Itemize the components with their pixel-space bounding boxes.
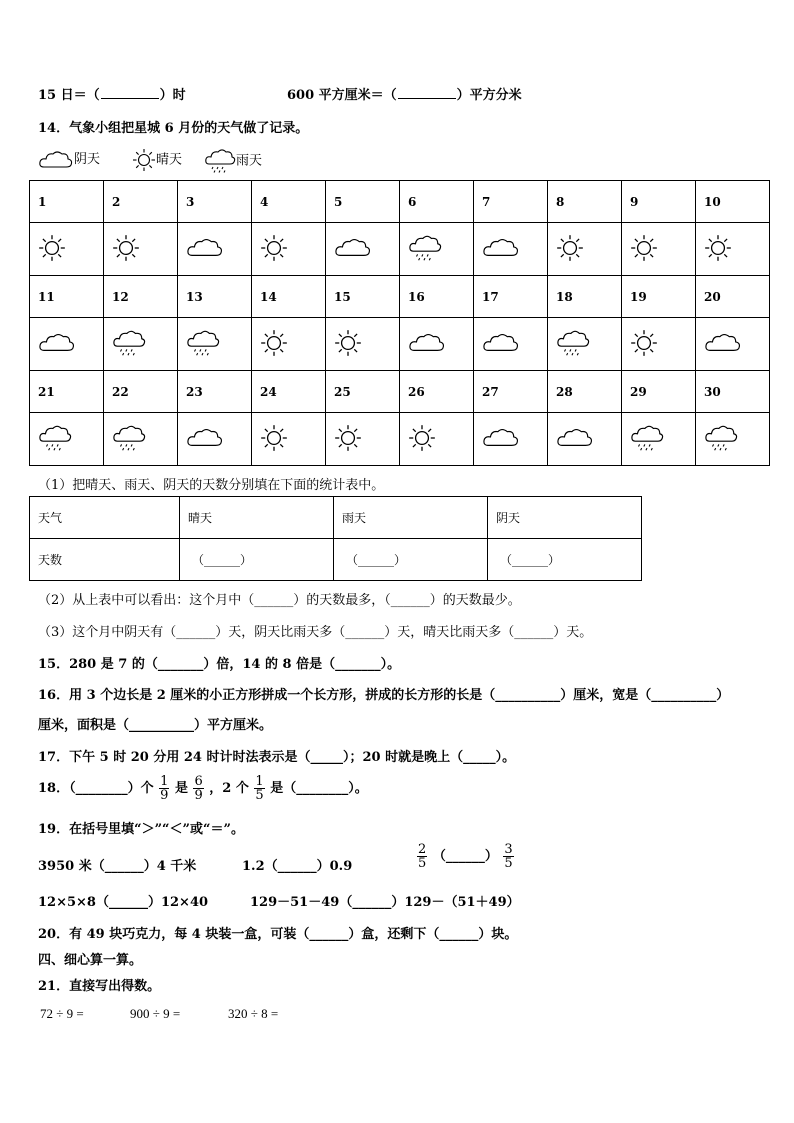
cloud-icon <box>186 439 224 453</box>
sun-icon <box>408 441 436 455</box>
day-number-cell: 17 <box>474 276 548 318</box>
cloud-icon <box>704 344 742 358</box>
rain-icon <box>704 441 738 455</box>
rain-icon <box>112 346 146 360</box>
cloud-icon <box>556 439 594 453</box>
sun-icon <box>112 251 140 265</box>
weather-icon-row <box>30 413 770 466</box>
section-four-title: 四、细心算一算。 <box>38 953 143 968</box>
day-number-cell: 23 <box>178 371 252 413</box>
weather-record-table <box>29 180 770 466</box>
sun-icon <box>38 251 66 265</box>
q21-item-2: 900 ÷ 9 = <box>130 1006 181 1021</box>
rain-icon <box>556 346 590 360</box>
day-number-cell: 8 <box>548 181 622 223</box>
cloud-icon <box>408 344 446 358</box>
weather-icon-cell <box>326 223 400 276</box>
sun-icon <box>260 441 288 455</box>
fraction: $\frac{3}{5}$ <box>504 842 513 871</box>
q19-row2-a: 12×5×8（______）12×40 <box>38 895 209 910</box>
conversion-b-unit: ）平方分米 <box>456 88 522 103</box>
day-number-cell: 28 <box>548 371 622 413</box>
q15: 15．280 是 7 的（_______）倍，14 的 8 倍是（_______）。 <box>38 657 401 672</box>
legend-rainy: 雨天 <box>204 148 262 174</box>
day-number-cell: 29 <box>622 371 696 413</box>
weather-icon-cell <box>622 318 696 371</box>
weather-icon-row <box>30 223 770 276</box>
cloud-icon <box>186 249 224 263</box>
q14-part2: （2）从上表中可以看出：这个月中（______）的天数最多，（______）的天数最少。 <box>38 593 521 608</box>
day-number-cell: 16 <box>400 276 474 318</box>
sun-icon <box>556 251 584 265</box>
weather-icon-cell <box>326 413 400 466</box>
q21-item-1: 72 ÷ 9 = <box>40 1006 84 1021</box>
weather-icon-cell <box>622 223 696 276</box>
weather-icon-cell <box>400 318 474 371</box>
day-number-cell: 18 <box>548 276 622 318</box>
day-number-cell: 20 <box>696 276 770 318</box>
sun-icon <box>334 441 362 455</box>
fraction: $\frac{6}{9}$ <box>194 774 203 803</box>
cloud-icon <box>38 149 74 171</box>
day-number-cell: 5 <box>326 181 400 223</box>
q16-line2: 厘米，面积是（__________）平方厘米。 <box>38 718 273 733</box>
q19-row1-c: $\frac{2}{5}$ （______） $\frac{3}{5}$ <box>418 842 513 871</box>
weather-icon-cell <box>178 223 252 276</box>
sun-icon <box>704 251 732 265</box>
q20: 20．有 49 块巧克力，每 4 块装一盒，可装（______）盒，还剩下（______）块。 <box>38 927 518 942</box>
cloud-icon <box>334 249 372 263</box>
conversion-line-b <box>287 84 522 103</box>
day-number-cell: 13 <box>178 276 252 318</box>
stat-header-rainy: 雨天 <box>334 497 488 539</box>
day-number-cell: 11 <box>30 276 104 318</box>
sun-icon <box>630 346 658 360</box>
stat-sunny-blank[interactable]: （______） <box>180 539 334 581</box>
day-number-cell: 7 <box>474 181 548 223</box>
stat-header-sunny: 晴天 <box>180 497 334 539</box>
stat-header-row <box>30 497 642 539</box>
weather-icon-cell <box>696 413 770 466</box>
q14-part3: （3）这个月中阴天有（______）天，阴天比雨天多（______）天，晴天比雨天多（______）天。 <box>38 625 593 640</box>
weather-icon-cell <box>400 413 474 466</box>
weather-icon-cell <box>696 223 770 276</box>
weather-icon-cell <box>696 318 770 371</box>
cloud-icon <box>482 249 520 263</box>
q19-row1-a: 3950 米（______）4 千米 <box>38 859 197 874</box>
day-number-row <box>30 276 770 318</box>
day-number-cell: 26 <box>400 371 474 413</box>
day-number-cell: 2 <box>104 181 178 223</box>
day-number-cell: 25 <box>326 371 400 413</box>
day-number-row <box>30 181 770 223</box>
day-number-cell: 15 <box>326 276 400 318</box>
weather-stat-table <box>29 496 642 581</box>
q17: 17．下午 5 时 20 分用 24 时计时法表示是（_____）；20 时就是晚上（_____）。 <box>38 750 516 765</box>
rain-icon <box>204 148 236 174</box>
weather-icon-cell <box>548 318 622 371</box>
conversion-a-unit: ）时 <box>159 88 186 103</box>
legend-cloudy: 阴天 <box>38 148 100 171</box>
fraction: $\frac{1}{9}$ <box>160 774 169 803</box>
rain-icon <box>38 441 72 455</box>
sun-icon <box>260 346 288 360</box>
fraction: $\frac{1}{5}$ <box>255 774 264 803</box>
weather-icon-cell <box>548 223 622 276</box>
day-number-cell: 27 <box>474 371 548 413</box>
weather-icon-cell <box>104 318 178 371</box>
day-number-cell: 21 <box>30 371 104 413</box>
q14-title: 14．气象小组把星城 6 月份的天气做了记录。 <box>38 121 309 136</box>
stat-header-weather: 天气 <box>30 497 180 539</box>
answer-blank[interactable] <box>398 87 456 99</box>
conversion-a-text: 15 日＝（ <box>38 88 100 103</box>
stat-count-row <box>30 539 642 581</box>
day-number-cell: 19 <box>622 276 696 318</box>
weather-icon-cell <box>400 223 474 276</box>
weather-icon-cell <box>178 413 252 466</box>
day-number-cell: 9 <box>622 181 696 223</box>
sun-icon <box>260 251 288 265</box>
weather-icon-row <box>30 318 770 371</box>
day-number-cell: 1 <box>30 181 104 223</box>
day-number-cell: 30 <box>696 371 770 413</box>
day-number-cell: 10 <box>696 181 770 223</box>
answer-blank[interactable] <box>101 87 159 99</box>
day-number-cell: 3 <box>178 181 252 223</box>
weather-icon-cell <box>326 318 400 371</box>
weather-icon-cell <box>252 318 326 371</box>
day-number-cell: 24 <box>252 371 326 413</box>
fraction: $\frac{2}{5}$ <box>418 842 427 871</box>
weather-icon-cell <box>622 413 696 466</box>
q19: 19．在括号里填“＞”“＜”或“＝”。 <box>38 822 244 837</box>
q19-row2-b: 129－51－49（______）129－（51＋49） <box>250 895 520 910</box>
legend-sunny: 晴天 <box>132 148 182 172</box>
weather-icon-cell <box>474 413 548 466</box>
rain-icon <box>408 251 442 265</box>
cloud-icon <box>482 439 520 453</box>
day-number-cell: 4 <box>252 181 326 223</box>
day-number-row <box>30 371 770 413</box>
sun-icon <box>334 346 362 360</box>
sun-icon <box>630 251 658 265</box>
weather-icon-cell <box>474 318 548 371</box>
weather-icon-cell <box>104 413 178 466</box>
rain-icon <box>186 346 220 360</box>
weather-icon-cell <box>30 318 104 371</box>
sun-icon <box>132 148 156 172</box>
rain-icon <box>112 441 146 455</box>
weather-icon-cell <box>104 223 178 276</box>
cloud-icon <box>38 344 76 358</box>
weather-icon-cell <box>252 413 326 466</box>
q16-line1: 16．用 3 个边长是 2 厘米的小正方形拼成一个长方形，拼成的长方形的长是（__________）厘米，宽是（__________） <box>38 688 730 703</box>
q21: 21．直接写出得数。 <box>38 979 161 994</box>
day-number-cell: 6 <box>400 181 474 223</box>
weather-icon-cell <box>178 318 252 371</box>
day-number-cell: 22 <box>104 371 178 413</box>
q18: 18．（________）个 $\frac{1}{9}$ 是 $\frac{6}{9}$ ，2 个 $\frac{1}{5}$ 是（________）。 <box>38 774 368 803</box>
weather-icon-cell <box>30 413 104 466</box>
day-number-cell: 14 <box>252 276 326 318</box>
conversion-line <box>38 84 186 103</box>
stat-cloudy-blank[interactable]: （______） <box>488 539 642 581</box>
rain-icon <box>630 441 664 455</box>
q21-item-3: 320 ÷ 8 = <box>228 1006 279 1021</box>
weather-icon-cell <box>548 413 622 466</box>
weather-icon-cell <box>252 223 326 276</box>
day-number-cell: 12 <box>104 276 178 318</box>
weather-icon-cell <box>30 223 104 276</box>
stat-rainy-blank[interactable]: （______） <box>334 539 488 581</box>
weather-icon-cell <box>474 223 548 276</box>
cloud-icon <box>482 344 520 358</box>
q19-row1-b: 1.2（______）0.9 <box>242 859 353 874</box>
stat-count-label: 天数 <box>30 539 180 581</box>
q14-part1: （1）把晴天、雨天、阴天的天数分别填在下面的统计表中。 <box>38 478 385 493</box>
stat-header-cloudy: 阴天 <box>488 497 642 539</box>
conversion-b-text: 600 平方厘米＝（ <box>287 88 397 103</box>
